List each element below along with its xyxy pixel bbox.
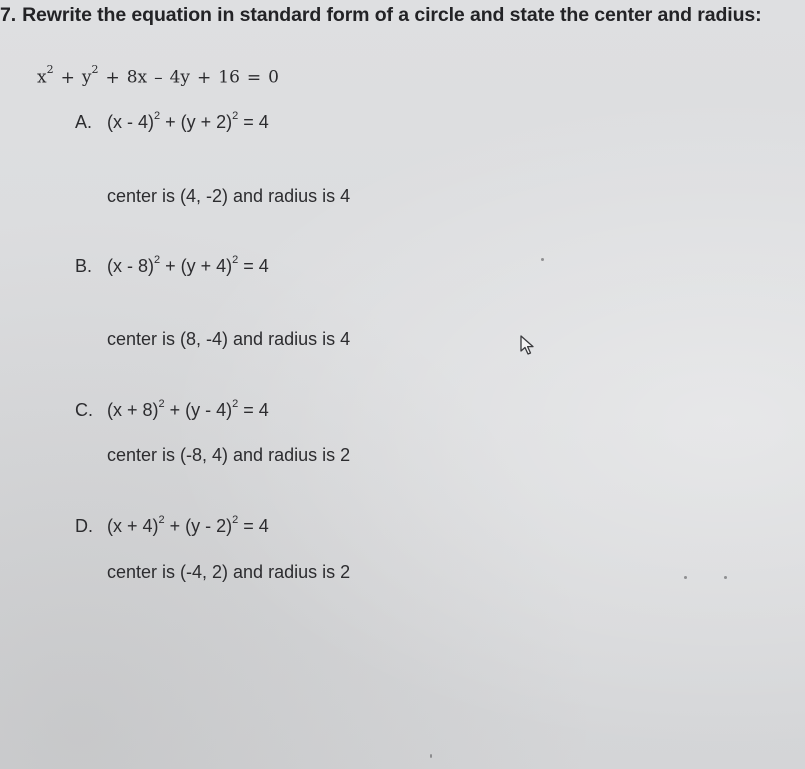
choice-d-mid: + (y - 2) [164,516,233,536]
screen-speck [430,754,432,758]
choice-c-letter: C. [75,400,93,420]
eq-rhs: 0 [268,67,279,88]
screen-speck [684,576,687,579]
choice-a[interactable] [75,112,269,133]
choice-a-mid: + (y + 2) [160,112,233,132]
choice-d-exp2: 2 [232,514,239,526]
eq-minus: – [154,67,163,88]
choice-d[interactable] [75,516,269,537]
choice-a-exp1: 2 [154,110,161,122]
choice-c-end: = 4 [238,400,269,420]
choice-b-exp1: 2 [154,254,161,266]
eq-term-4y: 4y [169,67,191,88]
choice-a-letter: A. [75,112,93,132]
choice-b[interactable] [75,256,269,277]
choice-b-letter: B. [75,256,93,276]
choice-d-center-text: center is (-4, 2) and radius is 2 [107,562,351,582]
eq-x-term: x [37,67,47,88]
eq-y-exponent: 2 [91,63,99,76]
eq-term-8x: 8x [126,67,148,88]
choice-d-part1: (x + 4) [107,516,159,536]
choice-b-center-text: center is (8, -4) and radius is 4 [107,329,351,349]
given-equation [37,63,279,88]
question-prompt [0,4,762,27]
mouse-pointer-icon [519,334,537,356]
choice-d-exp1: 2 [158,514,165,526]
eq-term-16: 16 [218,67,240,88]
choice-b-exp2: 2 [232,254,239,266]
choice-b-part1: (x - 8) [107,256,154,276]
choice-a-center-text: center is (4, -2) and radius is 4 [107,186,351,206]
eq-x-exponent: 2 [46,63,54,76]
choice-a-exp2: 2 [232,110,239,122]
choice-c-mid: + (y - 4) [164,400,233,420]
question-number: 7. [0,4,17,26]
eq-plus-2: + [105,67,120,88]
choice-c-center-text: center is (-8, 4) and radius is 2 [107,445,351,465]
eq-equals: = [246,67,262,88]
choice-d-end: = 4 [238,516,269,536]
choice-c-part1: (x + 8) [107,400,159,420]
eq-y-term: y [81,67,92,88]
screen-speck [724,576,727,579]
eq-plus-1: + [60,67,75,88]
choice-c[interactable] [75,400,269,421]
eq-plus-3: + [197,67,212,88]
choice-d-letter: D. [75,516,93,536]
choice-c-exp2: 2 [232,398,239,410]
choice-c-exp1: 2 [158,398,165,410]
choice-a-part1: (x - 4) [107,112,154,132]
choice-a-end: = 4 [238,112,269,132]
choice-b-end: = 4 [238,256,269,276]
question-text: Rewrite the equation in standard form of a circle and state the center and radius: [22,4,762,26]
choice-b-mid: + (y + 4) [160,256,233,276]
screen-speck [541,258,544,261]
